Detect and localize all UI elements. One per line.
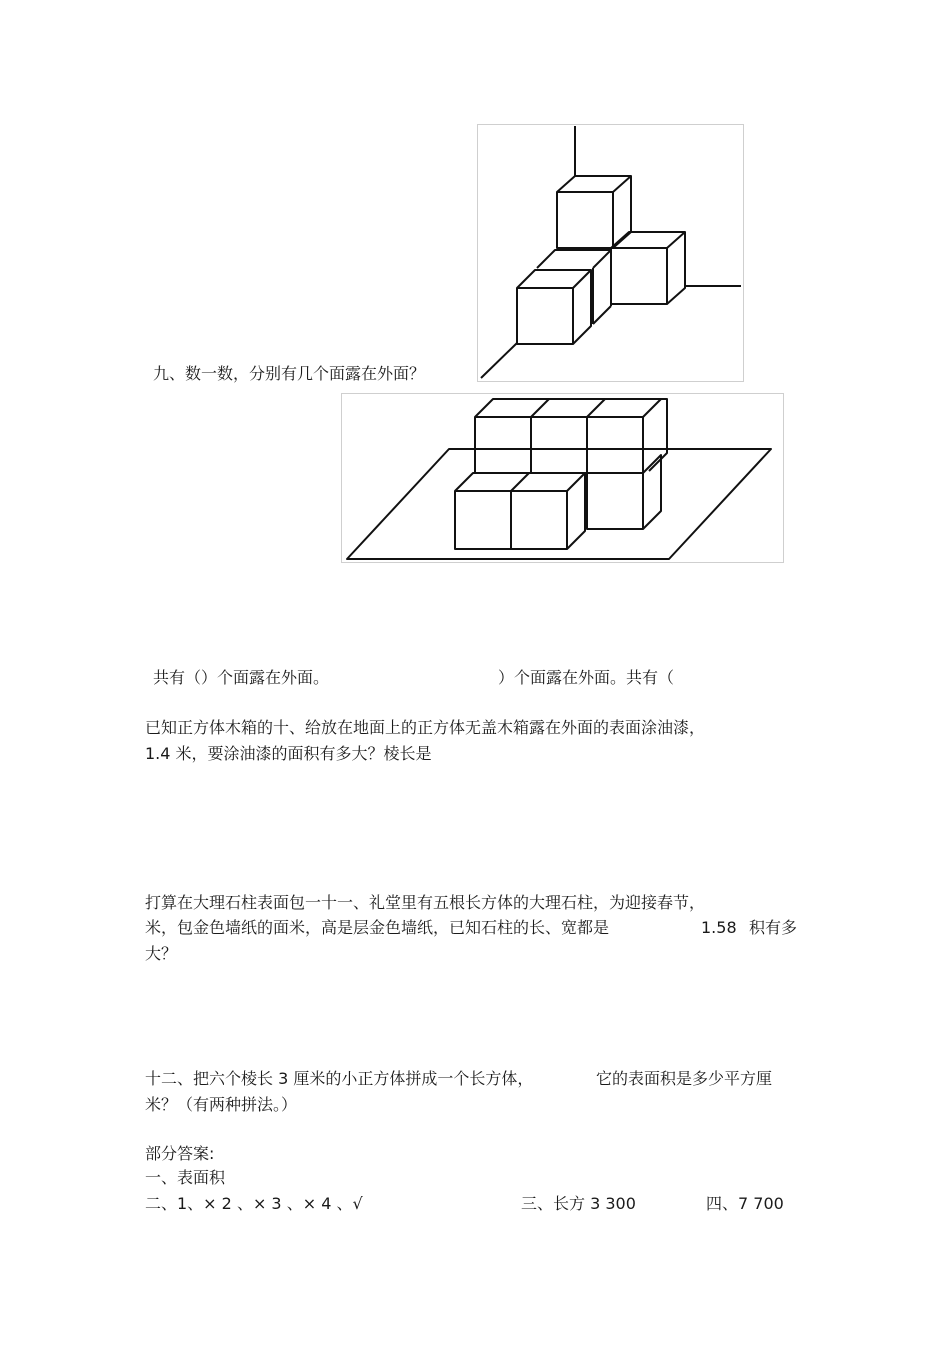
cube-corner-figure <box>477 124 744 382</box>
question-11-line-2b: 1.58 <box>701 918 737 937</box>
question-12-line-2: 米？（有两种拼法。） <box>145 1095 298 1114</box>
answer-2: 二、1、× 2 、× 3 、× 4 、√ <box>145 1194 363 1213</box>
question-11-line-2a: 米，包金色墙纸的面米，高是层金色墙纸，已知石柱的长、宽都是 <box>145 918 610 937</box>
question-10-line-2: 1.4 米，要涂油漆的面积有多大？棱长是 <box>145 744 432 763</box>
question-11-line-3: 大？ <box>145 944 178 963</box>
question-9-title: 九、数一数，分别有几个面露在外面？ <box>153 364 426 383</box>
question-10-line-1: 已知正方体木箱的十、给放在地面上的正方体无盖木箱露在外面的表面涂油漆， <box>145 718 706 737</box>
answers-heading: 部分答案: <box>145 1144 215 1163</box>
answer-4: 四、7 700 <box>706 1194 784 1213</box>
question-9-answer-right: ）个面露在外面。共有（ <box>498 668 675 687</box>
question-11-line-2c: 积有多 <box>749 918 798 937</box>
answer-3: 三、长方 3 300 <box>521 1194 636 1213</box>
question-12-line-1a: 十二、把六个棱长 3 厘米的小正方体拼成一个长方体， <box>145 1069 534 1088</box>
question-11-line-1: 打算在大理石柱表面包一十一、礼堂里有五根长方体的大理石柱，为迎接春节， <box>145 893 706 912</box>
question-12-line-1b: 它的表面积是多少平方厘 <box>596 1069 773 1088</box>
question-9-answer-left: 共有（）个面露在外面。 <box>153 668 330 687</box>
answer-1: 一、表面积 <box>145 1168 226 1187</box>
cube-platform-figure <box>341 393 784 563</box>
